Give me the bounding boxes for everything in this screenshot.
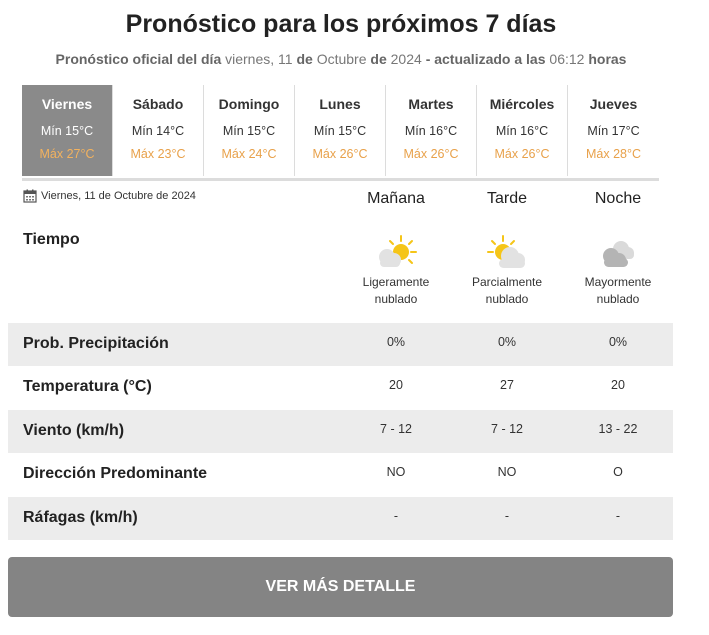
day-max-temp: Máx 24°C <box>221 147 277 161</box>
weather-description-line: nublado <box>485 292 529 306</box>
row-viento <box>8 410 673 453</box>
cell-manana: - <box>393 509 399 523</box>
column-header-tarde: Tarde <box>486 190 528 207</box>
subtitle-part: Octubre <box>316 51 367 67</box>
cell-noche: 0% <box>608 335 628 349</box>
day-min-temp: Mín 16°C <box>404 124 458 138</box>
detail-date <box>23 189 196 203</box>
column-header-manana: Mañana <box>367 190 425 207</box>
subtitle-part: 2024 <box>390 51 422 67</box>
day-tab-lunes[interactable] <box>295 85 386 176</box>
day-name: Sábado <box>132 96 184 112</box>
weather-tarde <box>452 233 562 308</box>
weather-description-line: nublado <box>596 292 640 306</box>
row-label: Dirección Predominante <box>23 465 208 482</box>
cell-manana: 0% <box>386 335 406 349</box>
subtitle-part: 06:12 <box>549 51 585 67</box>
row-precipitacion <box>8 323 673 366</box>
subtitle-part: de <box>370 51 387 67</box>
day-max-temp: Máx 26°C <box>403 147 459 161</box>
cell-tarde: - <box>504 509 510 523</box>
cell-noche: - <box>615 509 621 523</box>
partly-sunny-icon <box>374 233 418 273</box>
calendar-icon <box>23 189 37 203</box>
partly-cloudy-icon <box>485 233 529 273</box>
row-label: Viento (km/h) <box>23 422 125 439</box>
weather-description <box>452 274 562 308</box>
cell-noche: 13 - 22 <box>598 422 638 436</box>
day-name: Miércoles <box>489 96 555 112</box>
day-name: Viernes <box>41 96 93 112</box>
day-tabs-divider <box>22 178 659 181</box>
cell-noche: 20 <box>611 378 625 392</box>
row-label-tiempo: Tiempo <box>23 231 80 248</box>
cell-tarde: NO <box>497 465 517 479</box>
weather-description <box>563 274 673 308</box>
day-tab-viernes[interactable] <box>22 85 113 176</box>
subtitle-part: viernes, 11 <box>225 51 293 67</box>
subtitle-part: horas <box>588 51 627 67</box>
day-name: Jueves <box>589 96 638 112</box>
weather-description-line: Parcialmente <box>471 275 543 289</box>
cell-manana: NO <box>386 465 406 479</box>
day-tabs <box>22 85 659 180</box>
subtitle-part: Pronóstico oficial del día <box>55 51 222 67</box>
weather-noche <box>563 233 673 308</box>
day-max-temp: Máx 28°C <box>585 147 642 161</box>
cell-noche: O <box>613 465 623 479</box>
page-subtitle <box>0 51 682 67</box>
row-temperatura <box>8 366 673 409</box>
page-title: Pronóstico para los próximos 7 días <box>125 10 557 38</box>
subtitle-part: - actualizado a las <box>425 51 546 67</box>
day-tab-miercoles[interactable] <box>477 85 568 176</box>
mostly-cloudy-night-icon <box>596 233 640 273</box>
day-tab-sabado[interactable] <box>113 85 204 176</box>
day-max-temp: Máx 26°C <box>312 147 368 161</box>
cell-manana: 7 - 12 <box>380 422 412 436</box>
row-label: Ráfagas (km/h) <box>23 509 138 526</box>
day-name: Domingo <box>218 96 280 112</box>
day-min-temp: Mín 15°C <box>222 124 276 138</box>
cell-tarde: 27 <box>500 378 514 392</box>
day-max-temp: Máx 27°C <box>39 147 95 161</box>
column-header-noche: Noche <box>594 190 642 207</box>
day-tab-jueves[interactable] <box>568 85 659 176</box>
more-detail-button[interactable]: VER MÁS DETALLE <box>8 557 673 617</box>
weather-description-line: Ligeramente <box>362 275 430 289</box>
row-label: Temperatura (°C) <box>23 378 152 395</box>
weather-description-line: Mayormente <box>584 275 652 289</box>
subtitle-part: de <box>296 51 313 67</box>
day-min-temp: Mín 16°C <box>495 124 549 138</box>
cell-tarde: 7 - 12 <box>491 422 523 436</box>
row-label: Prob. Precipitación <box>23 335 169 352</box>
day-min-temp: Mín 14°C <box>131 124 185 138</box>
day-tab-domingo[interactable] <box>204 85 295 176</box>
day-tab-martes[interactable] <box>386 85 477 176</box>
day-max-temp: Máx 23°C <box>130 147 186 161</box>
weather-manana <box>341 233 451 308</box>
day-min-temp: Mín 17°C <box>587 124 640 138</box>
weather-description <box>341 274 451 308</box>
day-min-temp: Mín 15°C <box>313 124 367 138</box>
row-direccion <box>8 453 673 496</box>
day-max-temp: Máx 26°C <box>494 147 550 161</box>
day-name: Martes <box>408 96 454 112</box>
day-name: Lunes <box>319 96 361 112</box>
day-min-temp: Mín 15°C <box>40 124 94 138</box>
row-rafagas <box>8 497 673 540</box>
cell-manana: 20 <box>389 378 403 392</box>
weather-description-line: nublado <box>374 292 418 306</box>
cell-tarde: 0% <box>497 335 517 349</box>
detail-date-text: Viernes, 11 de Octubre de 2024 <box>41 190 196 202</box>
